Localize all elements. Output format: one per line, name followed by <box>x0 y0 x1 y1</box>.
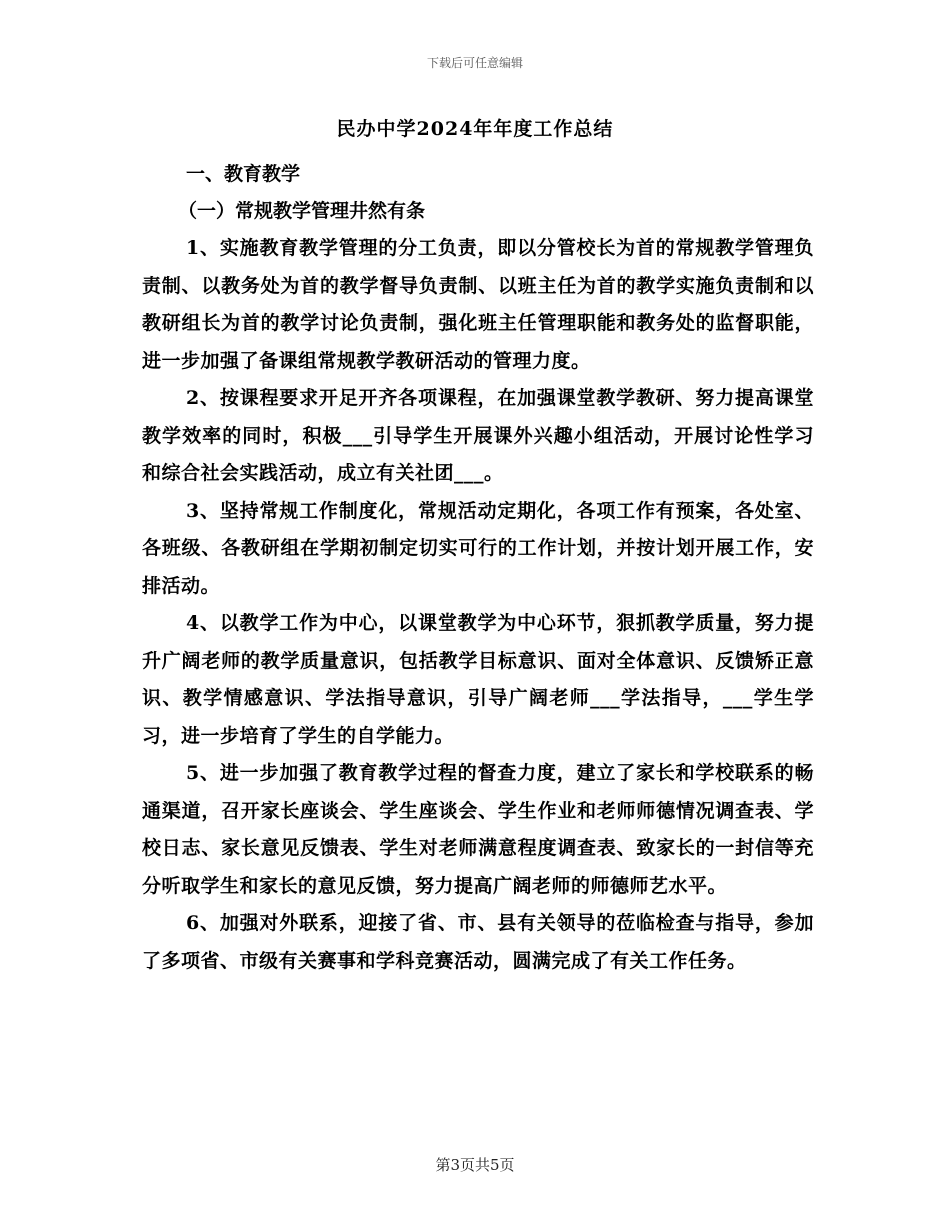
paragraph-4: 4、以教学工作为中心，以课堂教学为中心环节，狠抓教学质量，努力提升广阔老师的教学质量意识，包括教学目标意识、面对全体意识、反馈矫正意识、教学情感意识、学法指导意识，引导广阔老师___学法指导，___学生学习，进一步培育了学生的自学能力。 <box>142 612 814 747</box>
paragraph-6: 6、加强对外联系，迎接了省、市、县有关领导的莅临检查与指导，参加了多项省、市级有关赛事和学科竞赛活动，圆满完成了有关工作任务。 <box>142 912 814 972</box>
document-title: 民办中学2024年年度工作总结 <box>336 118 614 140</box>
paragraph-2: 2、按课程要求开足开齐各项课程，在加强课堂教学教研、努力提高课堂教学效率的同时，积极___引导学生开展课外兴趣小组活动，开展讨论性学习和综合社会实践活动，成立有关社团___。 <box>142 387 814 484</box>
paragraph-3: 3、坚持常规工作制度化，常规活动定期化，各项工作有预案，各处室、各班级、各教研组在学期初制定切实可行的工作计划，并按计划开展工作，安排活动。 <box>142 499 814 597</box>
page-header-note: 下载后可任意编辑 <box>426 56 523 70</box>
section-heading-education: 一、教育教学 <box>186 163 301 185</box>
subsection-heading-routine-management: （一）常规教学管理井然有条 <box>178 200 426 222</box>
paragraph-1: 1、实施教育教学管理的分工负责，即以分管校长为首的常规教学管理负责制、以教务处为首的教学督导负责制、以班主任为首的教学实施负责制和以教研组长为首的教学讨论负责制，强化班主任管理职能和教务处的监督职能，进一步加强了备课组常规教学教研活动的管理力度。 <box>142 237 814 372</box>
page-number-footer: 第3页共5页 <box>435 1156 515 1174</box>
paragraph-5: 5、进一步加强了教育教学过程的督查力度，建立了家长和学校联系的畅通渠道，召开家长座谈会、学生座谈会、学生作业和老师师德情况调查表、学校日志、家长意见反馈表、学生对老师满意程度调查表、致家长的一封信等充分听取学生和家长的意见反馈，努力提高广阔老师的师德师艺水平。 <box>142 762 814 897</box>
document-body <box>142 156 814 980</box>
